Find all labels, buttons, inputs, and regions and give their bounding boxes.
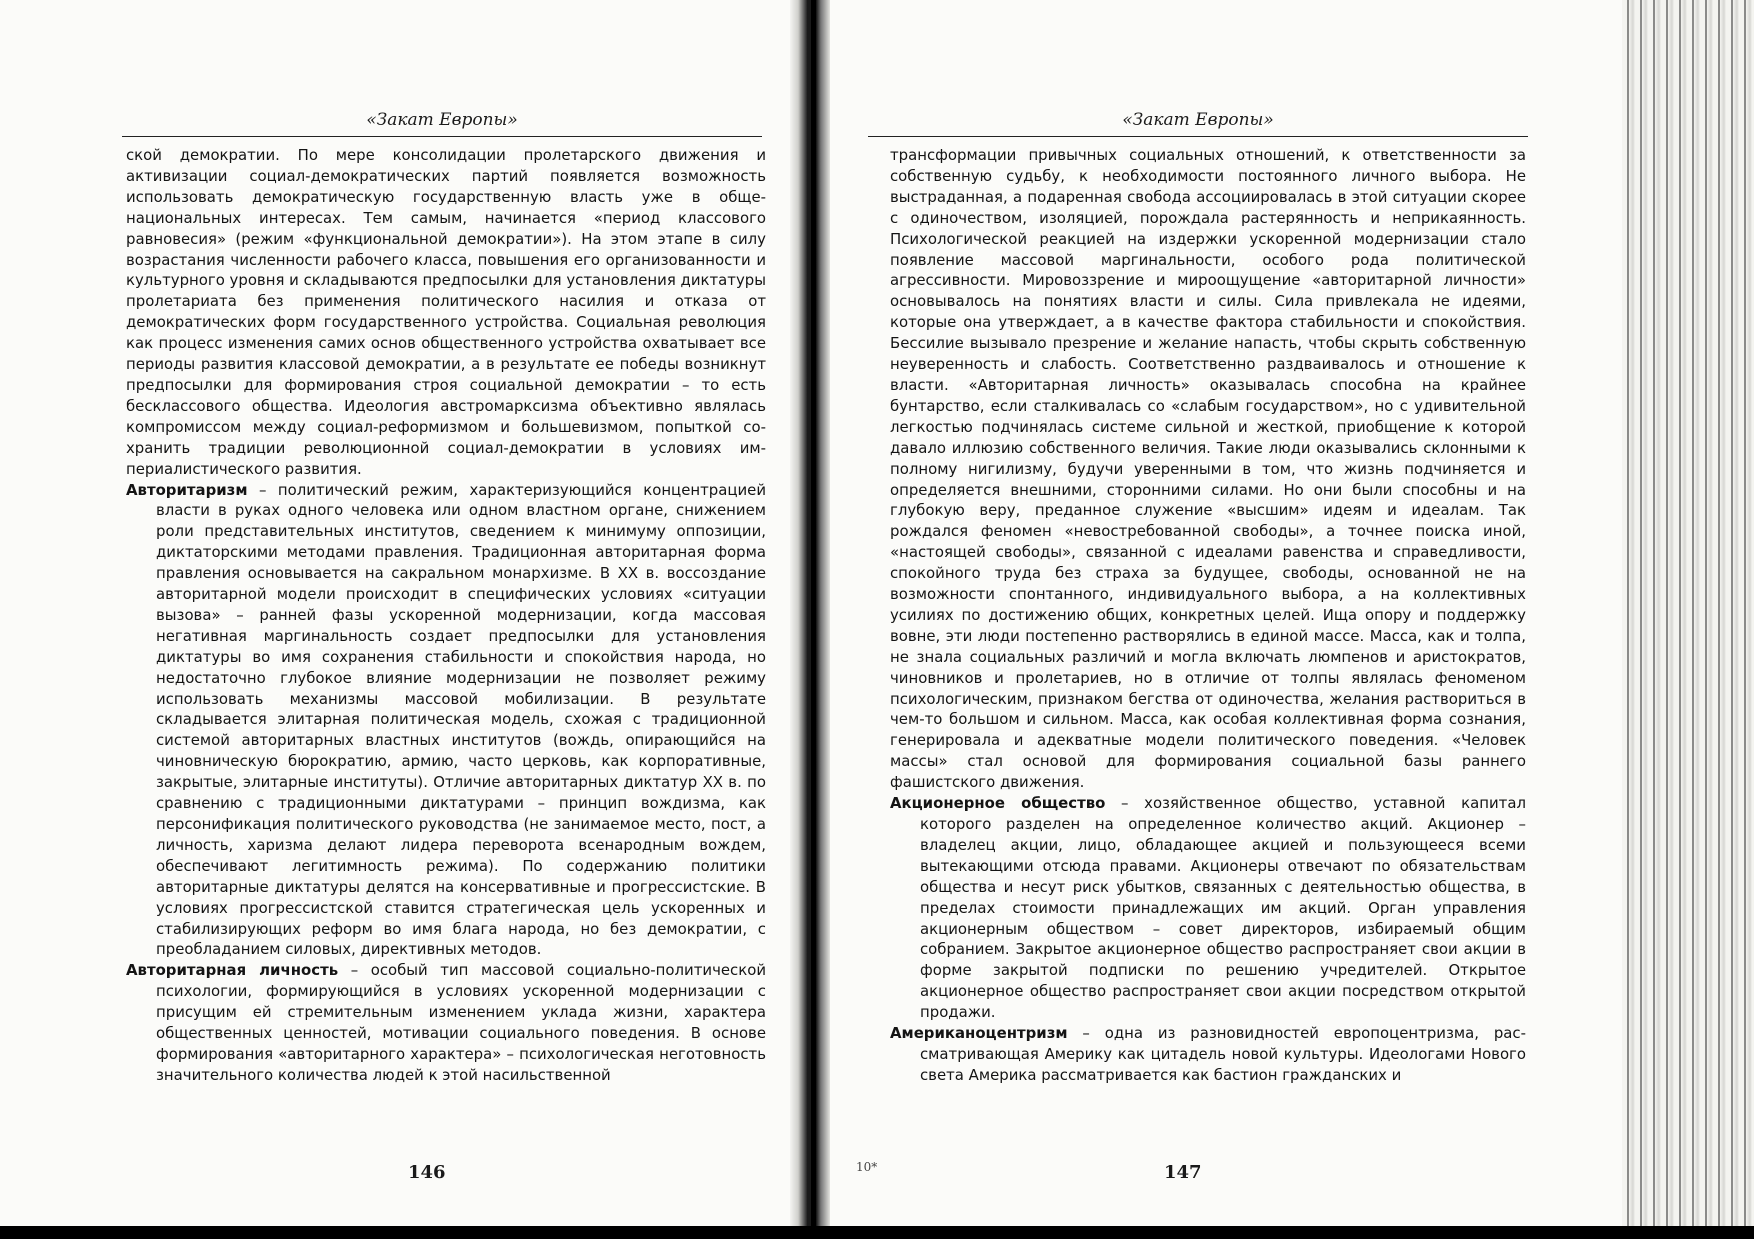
entry-aktsionernoe-obshchestvo bbox=[890, 793, 1526, 1023]
entry-definition: – особый тип массовой социально-политической психологии, формирующийся в условиях ускоренной модернизации с присущим ей стремительным изменением уклада жизни, характера общественных ценностей, мотивации социального поведения. В основе формирования «авторитарного характера» – психологическая неготовность значительного количества людей к этой насильственной bbox=[156, 961, 767, 1084]
right-page bbox=[816, 0, 1622, 1239]
right-page-text bbox=[890, 145, 1526, 1086]
scan-bottom-border bbox=[0, 1226, 1754, 1239]
entry-definition: – одна из разновидностей европоцентризма, рассматривающая Америку как цитадель новой культуры. Идеологами Нового света Америка рассматривается как бастион гражданских и bbox=[920, 1024, 1526, 1084]
paragraph-continuation-right: трансформации привычных социальных отношений, к ответственности за собственную судьбу, к необходимости постоянного личного выбора. Не выстраданная, а подаренная свобода ассоциировалась в этой ситуации скорее с одиночеством, изоляцией, порождала растерянность и неприкаянность. Психологической реакцией на издержки ускоренной модернизации стало появление массовой маргинальности, особого рода политической агрессивности. Мировоззрение и мироощущение «авторитарной личности» основывалось на понятиях власти и силы. Сила привлекала не идеями, которые она утверждает, а в качестве фактора стабильности и спокойствия. Бессилие вызывало презрение и желание напасть, чтобы скрыть собственную неуверенность и слабость. Соответственно раздваивалось и отношение к власти. «Авторитарная личность» оказывалась способна на крайнее бунтарство, если сталкивалась со «слабым государством», но с удивительной легкостью подчинялась системе сильной и жесткой, приобщение к которой давало иллюзию собственного величия. Такие люди оказывались склонными к полному нигилизму, будучи уверенными в том, что жизнь подчиняется и определяется внешними, сторонними силами. Но они были способны и на глубокую веру, преданное служение «высшим» идеям и идеалам. Так рождался феномен «невостребованной свободы», а точнее поиска иной, «настоящей свободы», связанной с идеалами равенства и справедливости, спокойного труда без страха за будущее, свободы, основанной не на возможности спонтанного, индивидуального выбора, а на коллективных усилиях по достижению общих, конкретных целей. Ища опору и поддержку вовне, эти люди постепенно растворялись в единой массе. Масса, как и толпа, не знала социальных различий и могла включать люмпенов и аристократов, чиновников и пролетариев, но в отличие от толпы являлась феноменом психологическим, признаком бегства от одиночества, желания раствориться в чем-то большом и сильном. Масса, как особая коллективная форма сознания, генерировала и адекватные модели политического поведения. «Человек массы» стал основой для формирования социальной базы раннего фашистского движения. bbox=[890, 146, 1526, 792]
entry-definition: – хозяйственное общество, уставной капитал которого разделен на определенное количество акций. Акционер – владелец акции, лицо, обладающее акцией и пользующееся всеми вытекающими отсюда правами. Акционеры отвечают по обязательствам общества и несут риск убытков, связанных с деятельностью общества, в пределах стоимости принадлежащих им акций. Орган управления акционерным обществом – совет директоров, избираемый общим собранием. Закрытое акционерное общество распространяет свои акции в форме закрытой подписки по решению учредителей. Открытое акционерное общество распространяет свои акции посредством открытой продажи. bbox=[920, 794, 1526, 1022]
running-head-left: «Закат Европы» bbox=[122, 110, 762, 137]
entry-term: Акционерное общество bbox=[890, 794, 1106, 813]
left-page bbox=[0, 0, 811, 1239]
entry-term: Авторитарная личность bbox=[126, 961, 339, 980]
page-number-right: 147 bbox=[1164, 1162, 1202, 1183]
entry-definition: – политический режим, характеризующийся концентрацией власти в руках одного человека или одном властном органе, снижением роли представительных институтов, сведением к минимуму оппозиции, диктаторскими методами правления. Традиционная авторитарная форма правления основывается на сакральном монархизме. В XX в. воссоздание авторитарной модели происходит в специфических условиях «ситуации вызова» – ранней фазы ускоренной модернизации, когда массовая негативная маргинальность создает предпосылки для установления диктатуры во имя сохранения стабильности и спокойствия народа, но недостаточно глубокое влияние модернизации не позволяет режиму использовать механизмы массовой мобилизации. В результате складывается элитарная политическая модель, схожая с традиционной системой авторитарных властных институтов (вождь, опирающийся на чиновническую бюрократию, армию, часто церковь, как корпоративные, закрытые, элитарные институты). Отличие авторитарных диктатур XX в. по сравнению с традиционными диктатурами – принцип вождизма, как персонификация политического руководства (не занимаемое место, пост, а личность, харизма делают лидера переворота всенародным вождем, обеспечивают легитимность режима). По содержанию политики авторитарные диктатуры делятся на консервативные и прогрессистские. В условиях прогрессистской ставится стратегическая цель ускоренных и стабилизирующих реформ во имя блага народа, но без демократии, с преобладанием силовых, директивных методов. bbox=[156, 480, 766, 959]
entry-avtoritarnaya-lichnost bbox=[126, 960, 766, 1085]
running-head-right: «Закат Европы» bbox=[868, 110, 1528, 137]
page-number-left: 146 bbox=[408, 1162, 446, 1183]
entry-avtoritarizm bbox=[126, 480, 766, 961]
book-gutter-shadow-right bbox=[816, 0, 830, 1239]
page-edge-stack bbox=[1622, 0, 1754, 1239]
entry-term: Американоцентризм bbox=[890, 1024, 1068, 1043]
paragraph-continuation-left: ской демократии. По мере консолидации пролетарского движения и активизации социал-демократических партий появляется возможность использовать демократическую государственную власть уже в общенациональных интересах. Тем самым, начинается «период классового равновесия» (режим «функциональной демократии»). На этом этапе в силу возрастания численности рабочего класса, повышения его организованности и культурного уровня и складываются предпосылки для установления диктатуры пролетариата без применения политического насилия и отказа от демократических форм государственного устройства. Социальная революция как процесс изменения самих основ общественного устройства охватывает все периоды развития классовой демократии, а в результате ее победы возникнут предпосылки для формирования строя социальной демократии – то есть бесклассового общества. Идеология австромарксизма объективно являлась компромиссом между социал-реформизмом и большевизмом, попыткой сохранить традиции революционной социал-демократии в условиях империалистического развития. bbox=[126, 146, 766, 478]
entry-term: Авторитаризм bbox=[126, 480, 248, 499]
printer-signature-mark: 10* bbox=[856, 1160, 878, 1174]
entry-amerikanotsentrizm bbox=[890, 1023, 1526, 1086]
book-gutter-shadow-left bbox=[790, 0, 808, 1239]
left-page-text bbox=[126, 145, 766, 1086]
